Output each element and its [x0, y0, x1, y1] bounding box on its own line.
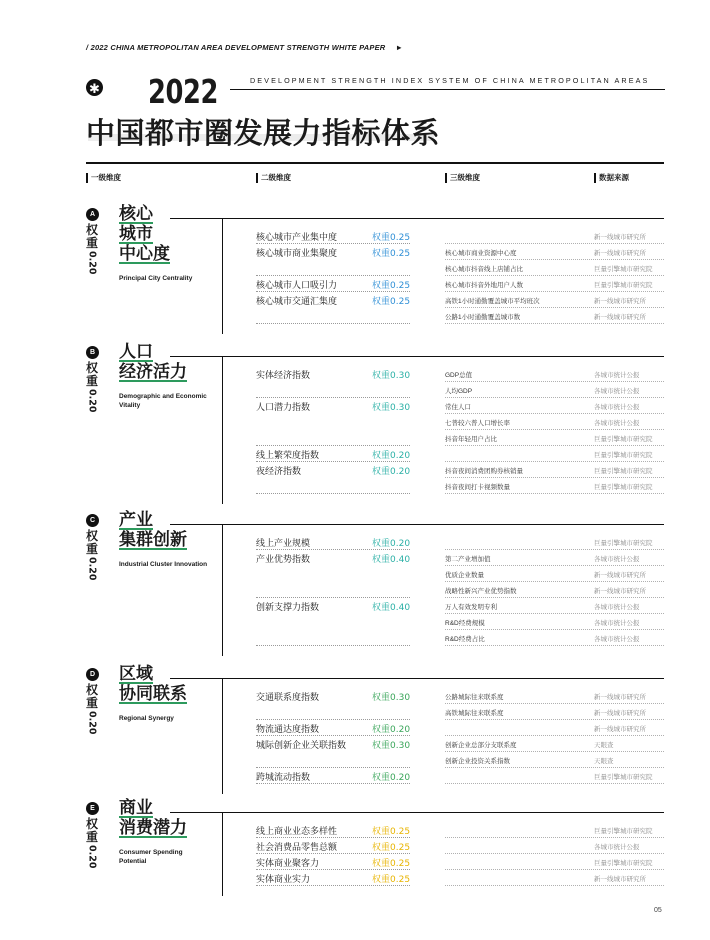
data-source: 巨量引擎城市研究院: [594, 468, 653, 475]
weight-char: 权: [85, 817, 98, 831]
level2-weight: 权重0.25: [372, 249, 411, 259]
section-name-line: 经济活力: [119, 362, 187, 382]
asterisk-icon: ✱: [86, 79, 103, 96]
level3-indicator: 第二产业增加值: [445, 556, 491, 563]
data-source: 新一线城市研究所: [594, 572, 646, 579]
level3-indicator: 万人有效发明专利: [445, 604, 497, 611]
data-source: 巨量引擎城市研究院: [594, 452, 653, 459]
section-letter-badge: C: [86, 514, 99, 527]
section-name-en: Consumer Spending Potential: [119, 849, 183, 865]
level2-indicator: 夜经济指数: [256, 467, 302, 477]
data-source: 新一线城市研究所: [594, 726, 646, 733]
level2-weight: 权重0.25: [372, 875, 411, 885]
section-name-line: 产业: [119, 510, 153, 530]
data-source: 新一线城市研究所: [594, 588, 646, 595]
weight-char: 权: [85, 683, 98, 697]
level2-weight: 权重0.20: [372, 539, 411, 549]
data-source: 各城市统计公报: [594, 372, 640, 379]
table-row: [0, 822, 710, 838]
level3-indicator: 优质企业数量: [445, 572, 484, 579]
table-row: [0, 870, 710, 886]
section-name-line: 集群创新: [119, 530, 187, 550]
section-rule: [170, 678, 664, 679]
data-source: 各城市统计公报: [594, 844, 640, 851]
data-source: 各城市统计公报: [594, 556, 640, 563]
weight-value: 0.20: [86, 711, 98, 735]
level3-indicator: GDP总值: [445, 372, 473, 379]
level2-indicator: 交通联系度指数: [256, 693, 320, 703]
table-row: [0, 534, 710, 550]
weight-value: 0.20: [86, 557, 98, 581]
table-row: [0, 260, 710, 276]
section-rule: [170, 524, 664, 525]
table-row: [0, 276, 710, 292]
level2-indicator: 城际创新企业关联指数: [256, 741, 347, 751]
table-row: [0, 382, 710, 398]
level3-indicator: 人均GDP: [445, 388, 473, 395]
level2-dotted-rule: [256, 885, 410, 886]
year-label: 2022: [148, 72, 219, 111]
section-letter-badge: D: [86, 668, 99, 681]
page-title: 中国都市圈发展力指标体系: [86, 116, 441, 150]
data-source: 新一线城市研究所: [594, 710, 646, 717]
table-row: [0, 752, 710, 768]
table-row: [0, 614, 710, 630]
level2-weight: 权重0.30: [372, 403, 411, 413]
section-name-line: 人口: [119, 342, 153, 362]
table-row: [0, 366, 710, 382]
table-row: [0, 228, 710, 244]
level2-weight: 权重0.25: [372, 297, 411, 307]
level2-weight: 权重0.40: [372, 603, 411, 613]
data-source: 巨量引擎城市研究院: [594, 774, 653, 781]
level3-dotted-rule: [445, 885, 664, 886]
table-row: [0, 292, 710, 308]
table-row: [0, 630, 710, 646]
col-header-level1: 一级维度: [86, 173, 121, 183]
level2-indicator: 实体经济指数: [256, 371, 311, 381]
level3-indicator: 核心城市商业资源中心度: [445, 250, 517, 257]
level2-weight: 权重0.25: [372, 281, 411, 291]
table-row: [0, 478, 710, 494]
weight-char: 权: [85, 529, 98, 543]
table-row: [0, 704, 710, 720]
level2-weight: 权重0.20: [372, 725, 411, 735]
table-row: [0, 688, 710, 704]
level2-indicator: 创新支撑力指数: [256, 603, 320, 613]
table-row: [0, 244, 710, 260]
level3-indicator: 创新企业投资关系指数: [445, 758, 510, 765]
section-name-line: 城市: [119, 224, 153, 244]
level2-weight: 权重0.30: [372, 741, 411, 751]
data-source: 各城市统计公报: [594, 388, 640, 395]
level2-weight: 权重0.40: [372, 555, 411, 565]
level3-indicator: R&D经费占比: [445, 636, 485, 643]
level3-indicator: 高铁城际往来联系度: [445, 710, 504, 717]
table-row: [0, 430, 710, 446]
level3-indicator: 公路城际往来联系度: [445, 694, 504, 701]
level2-indicator: 人口潜力指数: [256, 403, 311, 413]
weight-char: 权: [85, 361, 98, 375]
level3-indicator: 七普较六普人口增长率: [445, 420, 510, 427]
col-header-level2: 二级维度: [256, 173, 291, 183]
weight-value: 0.20: [86, 389, 98, 413]
level2-indicator: 跨城流动指数: [256, 773, 311, 783]
level2-indicator: 线上商业业态多样性: [256, 827, 338, 837]
data-source: 巨量引擎城市研究院: [594, 860, 653, 867]
weight-char: 重: [85, 830, 98, 844]
data-source: 巨量引擎城市研究院: [594, 484, 653, 491]
level2-indicator: 线上产业规模: [256, 539, 311, 549]
level2-indicator: 核心城市商业集聚度: [256, 249, 338, 259]
data-source: 各城市统计公报: [594, 404, 640, 411]
subtitle-rule: [230, 89, 665, 90]
level2-weight: 权重0.30: [372, 371, 411, 381]
level2-dotted-rule: [256, 323, 410, 324]
data-source: 天眼查: [594, 742, 614, 749]
level3-indicator: 抖音夜间打卡视频数量: [445, 484, 510, 491]
level2-weight: 权重0.25: [372, 859, 411, 869]
level2-indicator: 物流通达度指数: [256, 725, 320, 735]
section-name-en: Demographic and Economic Vitality: [119, 393, 207, 409]
data-source: 巨量引擎城市研究院: [594, 828, 653, 835]
level2-indicator: 核心城市产业集中度: [256, 233, 338, 243]
level3-indicator: 抖音年轻用户占比: [445, 436, 497, 443]
weight-char: 重: [85, 236, 98, 250]
section-name-line: 协同联系: [119, 684, 187, 704]
data-source: 巨量引擎城市研究院: [594, 540, 653, 547]
level3-indicator: 抖音夜间消费团购券核销量: [445, 468, 523, 475]
level3-indicator: 高铁1小时通勤覆盖城市平均班次: [445, 298, 540, 305]
data-source: 新一线城市研究所: [594, 314, 646, 321]
weight-char: 重: [85, 374, 98, 388]
table-row: [0, 720, 710, 736]
data-source: 各城市统计公报: [594, 636, 640, 643]
level2-weight: 权重0.20: [372, 451, 411, 461]
level2-weight: 权重0.20: [372, 773, 411, 783]
table-row: [0, 446, 710, 462]
data-source: 新一线城市研究所: [594, 250, 646, 257]
table-row: [0, 736, 710, 752]
section-name-line: 商业: [119, 798, 153, 818]
table-row: [0, 598, 710, 614]
table-row: [0, 462, 710, 478]
level3-indicator: 常住人口: [445, 404, 471, 411]
level3-indicator: 核心城市抖音线上店铺占比: [445, 266, 523, 273]
table-row: [0, 550, 710, 566]
level2-indicator: 社会消费品零售总额: [256, 843, 338, 853]
section-name-line: 核心: [119, 204, 153, 224]
weight-value: 0.20: [86, 845, 98, 869]
level2-weight: 权重0.25: [372, 843, 411, 853]
data-source: 各城市统计公报: [594, 420, 640, 427]
level2-indicator: 实体商业实力: [256, 875, 311, 885]
data-source: 新一线城市研究所: [594, 876, 646, 883]
section-rule: [170, 812, 664, 813]
table-row: [0, 838, 710, 854]
col-header-source: 数据来源: [594, 173, 629, 183]
section-name-line: 消费潜力: [119, 818, 187, 838]
level2-dotted-rule: [256, 645, 410, 646]
level3-indicator: 公路1小时通勤覆盖城市数: [445, 314, 521, 321]
level2-dotted-rule: [256, 783, 410, 784]
level3-dotted-rule: [445, 323, 664, 324]
level2-indicator: 核心城市人口吸引力: [256, 281, 338, 291]
table-row: [0, 398, 710, 414]
level3-indicator: R&D经费规模: [445, 620, 485, 627]
level2-indicator: 产业优势指数: [256, 555, 311, 565]
level2-indicator: 核心城市交通汇集度: [256, 297, 338, 307]
level3-dotted-rule: [445, 783, 664, 784]
table-row: [0, 582, 710, 598]
weight-value: 0.20: [86, 251, 98, 275]
section-name-en: Industrial Cluster Innovation: [119, 561, 208, 568]
page-number: 05: [654, 907, 662, 914]
table-row: [0, 566, 710, 582]
level2-weight: 权重0.30: [372, 693, 411, 703]
level2-weight: 权重0.25: [372, 827, 411, 837]
data-source: 巨量引擎城市研究院: [594, 436, 653, 443]
data-source: 巨量引擎城市研究院: [594, 282, 653, 289]
header-rule: [86, 162, 664, 164]
section-letter-badge: E: [86, 802, 99, 815]
level2-weight: 权重0.25: [372, 233, 411, 243]
level3-indicator: 创新企业总部分支联系度: [445, 742, 517, 749]
section-name-en: Regional Synergy: [119, 715, 174, 722]
section-rule: [170, 218, 664, 219]
data-source: 新一线城市研究所: [594, 694, 646, 701]
section-name-line: 中心度: [119, 244, 170, 264]
level3-dotted-rule: [445, 645, 664, 646]
data-source: 各城市统计公报: [594, 620, 640, 627]
section-name-en: Principal City Centrality: [119, 275, 193, 282]
section-letter-badge: B: [86, 346, 99, 359]
section-rule: [170, 356, 664, 357]
weight-char: 重: [85, 542, 98, 556]
table-row: [0, 854, 710, 870]
section-letter-badge: A: [86, 208, 99, 221]
level2-indicator: 线上繁荣度指数: [256, 451, 320, 461]
subtitle-en: DEVELOPMENT STRENGTH INDEX SYSTEM OF CHINA METROPOLITAN AREAS: [250, 76, 650, 85]
level3-dotted-rule: [445, 493, 664, 494]
level3-indicator: 战略性新兴产业优势指数: [445, 588, 517, 595]
weight-char: 重: [85, 696, 98, 710]
level2-indicator: 实体商业聚客力: [256, 859, 320, 869]
running-head-text: / 2022 CHINA METROPOLITAN AREA DEVELOPMENT STRENGTH WHITE PAPER: [86, 43, 386, 52]
arrow-right-icon: ►: [395, 43, 404, 52]
table-row: [0, 414, 710, 430]
data-source: 新一线城市研究所: [594, 298, 646, 305]
table-row: [0, 768, 710, 784]
level2-weight: 权重0.20: [372, 467, 411, 477]
col-header-level3: 三级维度: [445, 173, 480, 183]
level2-dotted-rule: [256, 493, 410, 494]
section-name-line: 区域: [119, 664, 153, 684]
running-head: [86, 43, 403, 52]
data-source: 巨量引擎城市研究院: [594, 266, 653, 273]
level3-indicator: 核心城市抖音外地用户人数: [445, 282, 523, 289]
data-source: 各城市统计公报: [594, 604, 640, 611]
data-source: 天眼查: [594, 758, 614, 765]
data-source: 新一线城市研究所: [594, 234, 646, 241]
weight-char: 权: [85, 223, 98, 237]
table-row: [0, 308, 710, 324]
